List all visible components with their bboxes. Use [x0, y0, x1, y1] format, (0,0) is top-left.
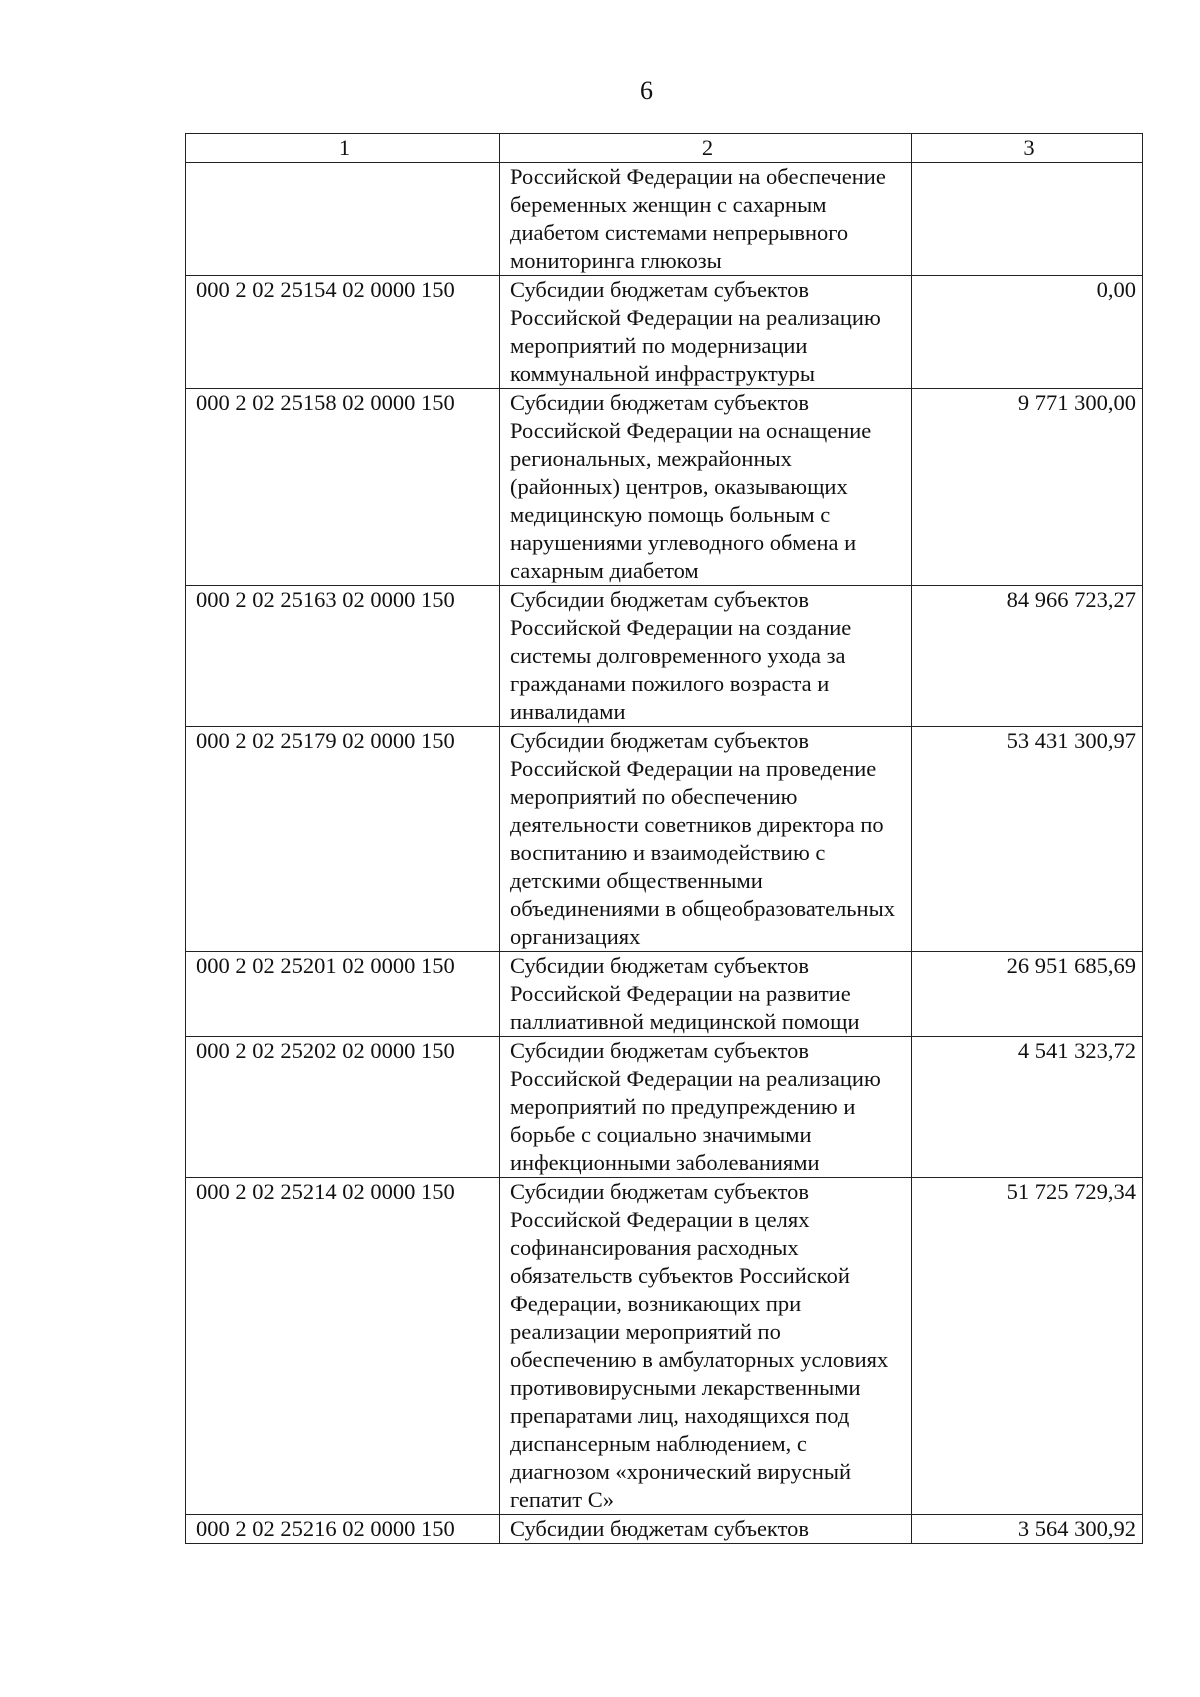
page-number: 6 [640, 76, 653, 105]
code-cell: 000 2 02 25154 02 0000 150 [186, 276, 500, 389]
budget-table [185, 133, 1143, 1544]
code-cell: 000 2 02 25158 02 0000 150 [186, 389, 500, 586]
table-row [186, 389, 1143, 586]
table-row [186, 1037, 1143, 1178]
code-cell: 000 2 02 25201 02 0000 150 [186, 952, 500, 1037]
description-cell: Субсидии бюджетам субъектов Российской Федерации на создание системы долговременного ухода за гражданами пожилого возраста и инвалидами [500, 586, 912, 727]
code-cell [186, 163, 500, 276]
amount-cell: 51 725 729,34 [912, 1178, 1143, 1515]
amount-cell: 9 771 300,00 [912, 389, 1143, 586]
description-cell: Российской Федерации на обеспечение беременных женщин с сахарным диабетом системами непрерывного мониторинга глюкозы [500, 163, 912, 276]
description-cell: Субсидии бюджетам субъектов Российской Федерации на проведение мероприятий по обеспечению деятельности советников директора по воспитанию и взаимодействию с детскими общественными объединениями в общеобразовательных организациях [500, 727, 912, 952]
amount-cell: 53 431 300,97 [912, 727, 1143, 952]
code-cell: 000 2 02 25214 02 0000 150 [186, 1178, 500, 1515]
description-cell: Субсидии бюджетам субъектов Российской Федерации на развитие паллиативной медицинской помощи [500, 952, 912, 1037]
table-header [186, 134, 1143, 163]
table-row [186, 276, 1143, 389]
description-cell: Субсидии бюджетам субъектов Российской Федерации на оснащение региональных, межрайонных (районных) центров, оказывающих медицинскую помощь больным с нарушениями углеводного обмена и сахарным диабетом [500, 389, 912, 586]
code-cell: 000 2 02 25163 02 0000 150 [186, 586, 500, 727]
table-body [186, 163, 1143, 1544]
description-cell: Субсидии бюджетам субъектов Российской Федерации на реализацию мероприятий по модернизации коммунальной инфраструктуры [500, 276, 912, 389]
column-header-1: 1 [186, 134, 500, 163]
table-row [186, 1515, 1143, 1544]
amount-cell: 0,00 [912, 276, 1143, 389]
table-row [186, 1178, 1143, 1515]
amount-cell: 84 966 723,27 [912, 586, 1143, 727]
description-cell: Субсидии бюджетам субъектов Российской Федерации в целях софинансирования расходных обязательств субъектов Российской Федерации, возникающих при реализации мероприятий по обеспечению в амбулаторных условиях противовирусными лекарственными препаратами лиц, находящихся под диспансерным наблюдением, с диагнозом «хронический вирусный гепатит С» [500, 1178, 912, 1515]
column-header-3: 3 [912, 134, 1143, 163]
description-cell: Субсидии бюджетам субъектов Российской Федерации на реализацию мероприятий по предупреждению и борьбе с социально значимыми инфекционными заболеваниями [500, 1037, 912, 1178]
table-row [186, 952, 1143, 1037]
amount-cell: 4 541 323,72 [912, 1037, 1143, 1178]
code-cell: 000 2 02 25179 02 0000 150 [186, 727, 500, 952]
code-cell: 000 2 02 25202 02 0000 150 [186, 1037, 500, 1178]
description-cell: Субсидии бюджетам субъектов [500, 1515, 912, 1544]
table-row [186, 586, 1143, 727]
amount-cell [912, 163, 1143, 276]
header-row [186, 134, 1143, 163]
amount-cell: 3 564 300,92 [912, 1515, 1143, 1544]
code-cell: 000 2 02 25216 02 0000 150 [186, 1515, 500, 1544]
column-header-2: 2 [500, 134, 912, 163]
table-row [186, 163, 1143, 276]
table-row [186, 727, 1143, 952]
amount-cell: 26 951 685,69 [912, 952, 1143, 1037]
